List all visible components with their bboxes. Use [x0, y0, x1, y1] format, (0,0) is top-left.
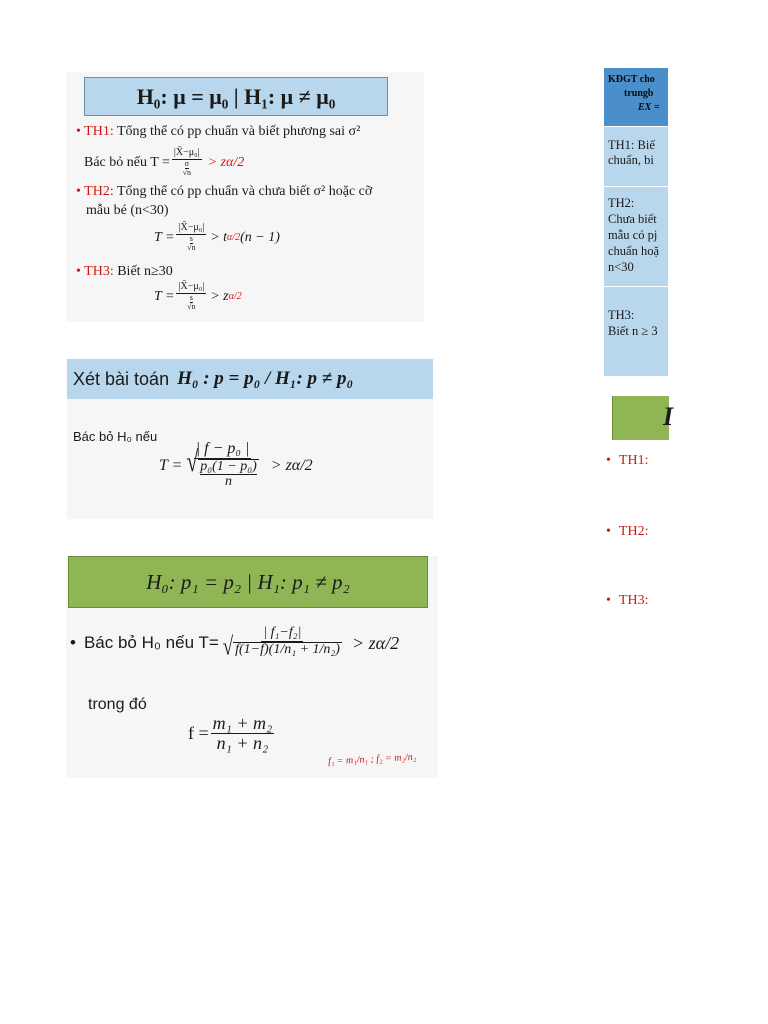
- th1-denominator: [181, 160, 193, 178]
- th2-numerator: |X̄−μ₀|: [178, 222, 205, 233]
- mean-test-header: [84, 77, 388, 116]
- two-proportion-critical: > zα/2: [351, 632, 400, 653]
- right-bullet-th3: • TH3:: [606, 593, 649, 608]
- right-bullet-th2: • TH2:: [606, 524, 649, 539]
- proportion-reject-text: Bác bỏ H₀ nếu: [73, 429, 158, 444]
- mean-test-header-text: H₀: μ = μ₀ | H₁: μ ≠ μ₀: [136, 83, 336, 109]
- right-table-header: KĐGT cho trungb EX =: [604, 68, 668, 126]
- proportion-sqrt: √ $\frac{\text{p₀(1 − p₀)}}{n}$: [186, 445, 257, 490]
- th3-formula: [154, 282, 242, 311]
- right-green-header: I: [612, 396, 669, 440]
- proportion-test-panel: [67, 359, 433, 519]
- th3-line: [76, 264, 173, 280]
- proportion-numerator: | f − p₀ |: [195, 440, 250, 457]
- two-proportion-fraction: [221, 626, 344, 661]
- th1-reject-text: Bác bỏ nếu T =: [84, 154, 170, 170]
- th2-text-1: Tổng thể có pp chuẩn và chưa biết σ² hoặc cỡ: [116, 184, 373, 199]
- th2-rhs-sub: α/2: [227, 232, 241, 244]
- bullet-dot: •: [76, 124, 81, 139]
- proportion-critical: > zα/2: [270, 456, 313, 474]
- th2-rhs-t: > t: [210, 229, 228, 245]
- th1-line: [76, 124, 360, 140]
- pooled-f-formula: [188, 714, 276, 753]
- th2-label: TH2:: [84, 184, 114, 199]
- th3-rhs-sub: α/2: [228, 291, 242, 303]
- mean-test-panel: [66, 72, 424, 322]
- th1-sqrt-n: √n: [182, 167, 191, 177]
- proportion-fraction: [184, 441, 260, 490]
- th2-sqrt-n: √n: [187, 242, 196, 252]
- pooled-f-lhs: f =: [188, 722, 209, 743]
- proportion-T: T =: [159, 456, 183, 474]
- right-bullet-th1: • TH1:: [606, 453, 649, 468]
- th1-fraction: [172, 148, 202, 177]
- th2-rhs-df: (n − 1): [240, 229, 280, 245]
- handwritten-note: f₁ = m₁/n₁ ; f₂ = m₂/n₂: [327, 751, 417, 768]
- th3-rhs-z: > z: [210, 288, 229, 304]
- where-text: trong đó: [88, 696, 147, 713]
- th2-denominator: [185, 235, 197, 253]
- proportion-var-num: p₀(1 − p₀): [200, 458, 257, 474]
- pooled-f-fraction: [211, 714, 275, 753]
- proportion-test-header: [67, 359, 433, 399]
- pooled-f-denominator: n₁ + n₂: [216, 732, 269, 753]
- two-proportion-variance: f(1−f)(1/n₁ + 1/n₂): [233, 642, 342, 661]
- th3-s: s: [189, 292, 193, 302]
- th2-fraction: [176, 223, 206, 252]
- two-proportion-reject-text: Bác bỏ H₀ nếu T=: [83, 633, 219, 653]
- proportion-header-formula: H₀ : p = p₀ / H₁: p ≠ p₀: [177, 368, 354, 389]
- proportion-header-text: Xét bài toán: [73, 368, 170, 389]
- proportion-formula: [159, 441, 313, 490]
- two-proportion-formula: [70, 626, 399, 661]
- th2-line: [76, 184, 372, 200]
- th3-T: T =: [154, 288, 175, 304]
- th1-text: Tổng thể có pp chuẩn và biết phương sai σ²: [116, 124, 361, 139]
- th1-numerator: |X̄−μ₀|: [173, 147, 200, 158]
- th3-numerator: |X̄−μ₀|: [178, 281, 205, 292]
- th3-label: TH3:: [84, 264, 114, 279]
- th2-formula: [154, 223, 280, 252]
- bullet-dot: •: [70, 633, 76, 653]
- proportion-var-den: n: [225, 474, 233, 490]
- th2-T: T =: [154, 229, 175, 245]
- right-table-th3: TH3:: [608, 308, 635, 322]
- th2-s: s: [189, 233, 193, 243]
- two-proportion-numerator: | f₁−f₂|: [263, 625, 302, 640]
- th3-text: Biết n≥30: [117, 264, 173, 279]
- th1-formula: [84, 148, 244, 177]
- th3-fraction: [176, 282, 206, 311]
- two-proportion-header-text: H₀: p₁ = p₂ | H₁: p₁ ≠ p₂: [146, 569, 350, 594]
- right-summary-table: KĐGT cho trungb EX = TH1: Biế chuẩn, bi TH2: Chưa biết mẫu có pj chuẩn hoặ n<30 TH3: Biết n ≥ 3: [604, 68, 668, 376]
- th3-denominator: [185, 294, 197, 312]
- two-proportion-denominator: √ f(1−f)(1/n₁ + 1/n₂): [222, 632, 340, 661]
- two-proportion-header: [68, 556, 428, 608]
- bullet-dot: •: [76, 264, 81, 279]
- th3-sqrt-n: √n: [187, 301, 196, 311]
- pooled-f-numerator: m₁ + m₂: [212, 713, 273, 733]
- th2-text-2: mẫu bé (n<30): [86, 203, 169, 218]
- th1-sigma: σ: [184, 158, 189, 168]
- th1-label: TH1:: [84, 124, 114, 139]
- right-table-th2: TH2:: [608, 196, 635, 210]
- th1-critical: > zα/2: [207, 154, 245, 170]
- right-table-th1: TH1: Biế: [608, 138, 655, 152]
- bullet-dot: •: [76, 184, 81, 199]
- two-proportion-panel: [66, 556, 438, 778]
